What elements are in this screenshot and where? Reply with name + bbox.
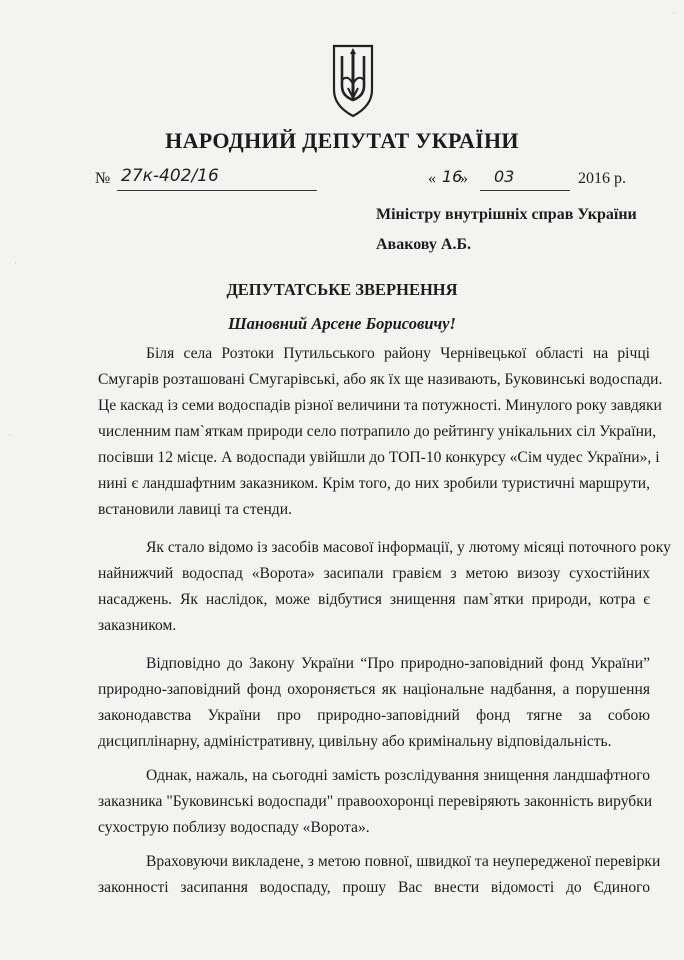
- document-title: ДЕПУТАТСЬКЕ ЗВЕРНЕННЯ: [226, 280, 458, 299]
- date-year: 2016 р.: [578, 170, 626, 187]
- body-line: Відповідно до Закону України “Про природно-заповідний фонд України”: [146, 655, 650, 672]
- body-line: численним пам`яткам природи село потрапило до рейтингу унікальних сіл України,: [98, 423, 657, 440]
- body-line: дисциплінарну, адміністративну, цивільну або кримінальну відповідальність.: [98, 733, 612, 750]
- body-line: Враховуючи викладене, з метою повної, швидкої та неупередженої перевірки: [146, 853, 661, 870]
- trident-emblem-icon: [328, 40, 378, 120]
- day-open-quote: «: [428, 170, 436, 187]
- scan-speck: ·: [8, 430, 11, 440]
- body-line: заказника "Буковинські водоспади" правоохоронці перевіряють законність вирубки: [98, 793, 653, 810]
- body-line: Смугарів розташовані Смугарівські, або як їх ще називають, Буковинські водоспади.: [98, 371, 663, 388]
- body-line: Це каскад із семи водоспадів різної величини та потужності. Минулого року завдяки: [98, 397, 662, 414]
- recipient-position: Міністру внутрішніх справ України: [376, 206, 637, 223]
- document-date: [428, 168, 648, 194]
- body-line: сухострую поблизу водоспаду «Ворота».: [98, 819, 370, 836]
- body-line: насаджень. Як наслідок, може відбутися знищення пам`ятки природи, котра є: [98, 591, 650, 608]
- month-underline: [480, 190, 570, 191]
- body-line: законодавства України про природно-заповідний фонд тягне за собою: [98, 707, 650, 724]
- body-line: нині є ландшафтним заказником. Крім того, до них зробили туристичні маршрути,: [98, 475, 650, 492]
- body-line: природно-заповідний фонд охороняється як національне надбання, а порушення: [98, 681, 650, 698]
- date-day: 16: [442, 167, 463, 186]
- body-line: законності засипання водоспаду, прошу Вас внести відомості до Єдиного: [98, 879, 650, 896]
- body-line: Однак, нажаль, на сьогодні замість розслідування знищення ландшафтного: [146, 767, 650, 784]
- outgoing-number: [95, 168, 325, 194]
- body-line: Біля села Розтоки Путильського району Чернівецької області на річці: [146, 345, 650, 362]
- date-month: 03: [494, 167, 515, 186]
- body-line: заказником.: [98, 617, 177, 634]
- salutation: Шановний Арсене Борисовичу!: [228, 314, 456, 333]
- number-value: 27к-402/16: [121, 166, 219, 186]
- body-line: встановили лавиці та стенди.: [98, 501, 292, 518]
- number-label: №: [95, 170, 111, 187]
- body-line: найнижчий водоспад «Ворота» засипали гравієм з метою визозу сухостійних: [98, 565, 650, 582]
- number-underline: [117, 190, 317, 191]
- body-line: посівши 12 місце. А водоспади увійшли до ТОП-10 конкурсу «Сім чудес України», і: [98, 449, 660, 466]
- scan-speck: ·: [672, 8, 675, 18]
- body-line: Як стало відомо із засобів масової інформації, у лютому місяці поточного року: [146, 539, 671, 556]
- day-close-quote: »: [460, 170, 468, 187]
- recipient-name: Авакову А.Б.: [376, 236, 472, 253]
- document-header-title: НАРОДНИЙ ДЕПУТАТ УКРАЇНИ: [165, 128, 519, 153]
- scan-speck: ·: [14, 258, 17, 268]
